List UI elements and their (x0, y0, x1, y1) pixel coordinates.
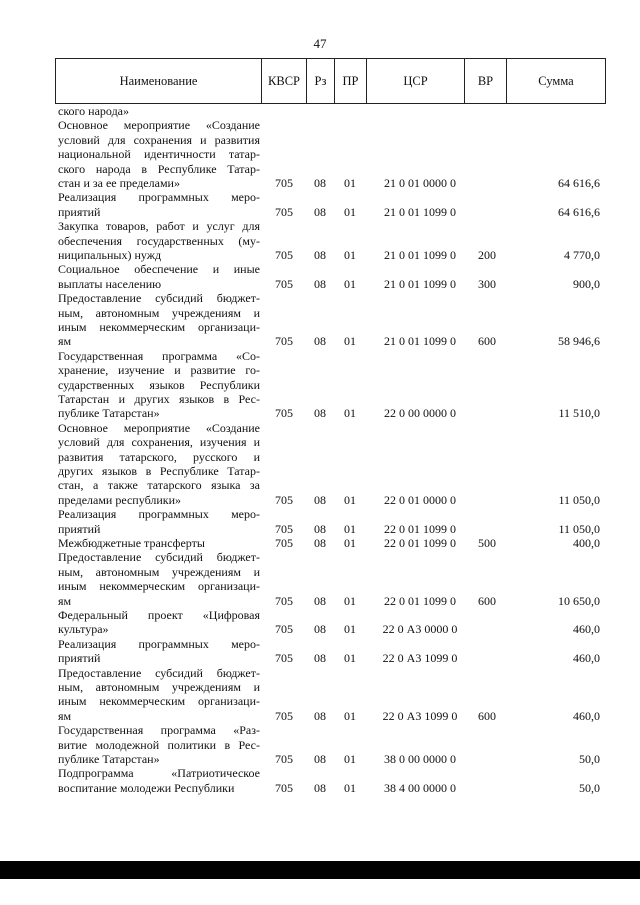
row-kvsr: 705 (275, 175, 293, 190)
row-name-line: публике Татарстан» (58, 752, 160, 766)
row-csr: 22 0 01 0000 0 (384, 492, 456, 507)
row-name-line: стан, а также татарского языка за (58, 478, 260, 493)
row-csr: 21 0 01 1099 0 (384, 204, 456, 219)
row-name-line: ям (58, 593, 72, 608)
row-csr: 38 4 00 0000 0 (384, 780, 456, 795)
row-name-line: ным, автономным учреждениям и (58, 680, 260, 694)
row-rz: 08 (314, 247, 326, 262)
row-name-line: национальной идентичности татар- (58, 147, 260, 162)
row-name (58, 421, 260, 507)
row-name-line: Государственная программа «Раз- (58, 723, 260, 738)
row-rz: 08 (314, 708, 326, 723)
row-name-line: ского народа в Республике Татар- (58, 161, 260, 176)
row-kvsr: 705 (275, 276, 293, 291)
row-name-line: обеспечения государственных (му- (58, 233, 260, 248)
row-name-line: выплаты населению (58, 276, 162, 291)
row-name-line: витие молодежной политики в Рес- (58, 737, 260, 752)
row-rz: 08 (314, 175, 326, 190)
row-name-line: стан и за ее пределами» (58, 176, 180, 191)
row-name-line: публике Татарстан» (58, 406, 160, 421)
table-row (0, 608, 640, 637)
row-name (58, 536, 260, 550)
table-row (0, 291, 640, 349)
row-pr: 01 (344, 708, 356, 723)
row-kvsr: 705 (275, 492, 293, 507)
row-kvsr: 705 (275, 334, 293, 349)
row-sum: 11 510,0 (558, 406, 600, 421)
row-kvsr: 705 (275, 751, 293, 766)
row-name-line: Государственная программа «Со- (58, 348, 260, 363)
row-name-line: условий для сохранения и развития (58, 132, 260, 147)
row-kvsr: 705 (275, 406, 293, 421)
row-pr: 01 (344, 521, 356, 536)
row-kvsr: 705 (275, 536, 293, 550)
row-name-line: приятий (58, 204, 101, 219)
row-name-line: Предоставление субсидий бюджет- (58, 550, 260, 565)
row-csr: 21 0 01 1099 0 (384, 276, 456, 291)
table-row (0, 637, 640, 666)
row-name-line: ным, автономным учреждениям и (58, 564, 260, 579)
row-name (58, 291, 260, 349)
row-sum: 900,0 (573, 276, 600, 291)
row-name (58, 262, 260, 291)
row-name-line: культура» (58, 622, 109, 637)
row-rz: 08 (314, 780, 326, 795)
row-sum: 11 050,0 (558, 492, 600, 507)
header-kvsr: КВСР (261, 59, 306, 103)
row-sum: 50,0 (579, 780, 600, 795)
table-row (0, 666, 640, 724)
table-body (0, 104, 640, 824)
header-pr: ПР (334, 59, 366, 103)
row-name-line: Реализация программных меро- (58, 190, 260, 205)
row-pr: 01 (344, 334, 356, 349)
row-name-line: развития татарского, русского и (58, 449, 260, 464)
row-csr: 22 0 01 1099 0 (384, 536, 456, 550)
row-name (58, 608, 260, 637)
row-csr: 22 0 А3 1099 0 (382, 651, 458, 666)
row-name-line: иным некоммерческим организаци- (58, 579, 260, 594)
row-name-line: иным некоммерческим организаци- (58, 320, 260, 334)
row-rz: 08 (314, 536, 326, 550)
row-vr: 200 (478, 247, 496, 262)
row-name-line: Федеральный проект «Цифровая (58, 608, 260, 622)
row-kvsr: 705 (275, 780, 293, 795)
row-name-line: ям (58, 708, 72, 723)
page-bottom-bar (0, 861, 640, 879)
row-name (58, 349, 260, 421)
row-name-line: пределами республики» (58, 492, 182, 507)
row-name-line: ниципальных) нужд (58, 248, 162, 262)
row-csr: 22 0 А3 1099 0 (382, 708, 458, 723)
row-name (58, 507, 260, 536)
row-pr: 01 (344, 492, 356, 507)
row-name-line: Реализация программных меро- (58, 636, 260, 651)
row-rz: 08 (314, 204, 326, 219)
row-name-line: ным, автономным учреждениям и (58, 305, 260, 320)
row-sum: 11 050,0 (558, 521, 600, 536)
row-name (58, 190, 260, 219)
page-number: 47 (313, 36, 327, 51)
row-name (58, 637, 260, 666)
row-kvsr: 705 (275, 593, 293, 608)
row-name-line: сударственных языков Республики (58, 377, 260, 392)
row-vr: 300 (478, 276, 496, 291)
row-name-line: Межбюджетные трансферты (58, 536, 205, 550)
row-pr: 01 (344, 175, 356, 190)
header-vr: ВР (464, 59, 506, 103)
row-name-line: Реализация программных меро- (58, 507, 260, 522)
row-pr: 01 (344, 651, 356, 666)
row-name-line: иным некоммерческим организаци- (58, 694, 260, 709)
row-rz: 08 (314, 622, 326, 637)
table-row (0, 421, 640, 507)
row-name (58, 118, 260, 190)
row-sum: 10 650,0 (558, 593, 600, 608)
row-name-line: Социальное обеспечение и иные (58, 262, 260, 277)
row-csr: 21 0 01 0000 0 (384, 175, 456, 190)
table-row (0, 349, 640, 421)
row-name (58, 723, 260, 766)
table-row (0, 550, 640, 608)
table-row (0, 723, 640, 766)
row-csr: 22 0 01 1099 0 (384, 521, 456, 536)
row-pr: 01 (344, 593, 356, 608)
table-row (0, 190, 640, 219)
row-csr: 38 0 00 0000 0 (384, 751, 456, 766)
row-name-line: хранение, изучение и развитие го- (58, 363, 260, 378)
row-name (58, 666, 260, 724)
row-name (58, 219, 260, 262)
row-pr: 01 (344, 536, 356, 550)
table-row (0, 118, 640, 190)
row-rz: 08 (314, 751, 326, 766)
row-rz: 08 (314, 521, 326, 536)
row-name (58, 104, 260, 118)
row-csr: 22 0 А3 0000 0 (382, 622, 458, 637)
row-name (58, 766, 260, 795)
row-vr: 500 (478, 536, 496, 550)
row-pr: 01 (344, 780, 356, 795)
row-rz: 08 (314, 593, 326, 608)
row-csr: 21 0 01 1099 0 (384, 247, 456, 262)
row-sum: 58 946,6 (558, 334, 600, 349)
row-pr: 01 (344, 247, 356, 262)
row-sum: 64 616,6 (558, 175, 600, 190)
row-csr: 22 0 01 1099 0 (384, 593, 456, 608)
row-csr: 21 0 01 1099 0 (384, 334, 456, 349)
table-row (0, 536, 640, 550)
row-name-line: ского народа» (58, 104, 130, 118)
row-sum: 50,0 (579, 751, 600, 766)
row-rz: 08 (314, 406, 326, 421)
row-name-line: Татарстан и других языков в Рес- (58, 392, 260, 407)
row-sum: 460,0 (573, 651, 600, 666)
row-pr: 01 (344, 622, 356, 637)
row-sum: 460,0 (573, 622, 600, 637)
row-name-line: Закупка товаров, работ и услуг для (58, 219, 260, 234)
row-sum: 4 770,0 (564, 247, 600, 262)
row-rz: 08 (314, 651, 326, 666)
row-sum: 460,0 (573, 708, 600, 723)
row-name-line: приятий (58, 521, 101, 536)
row-name-line: других языков в Республике Татар- (58, 464, 260, 479)
row-kvsr: 705 (275, 622, 293, 637)
row-kvsr: 705 (275, 521, 293, 536)
row-rz: 08 (314, 492, 326, 507)
table-row (0, 104, 640, 118)
header-csr: ЦСР (366, 59, 464, 103)
header-rz: Рз (306, 59, 334, 103)
row-name-line: Предоставление субсидий бюджет- (58, 665, 260, 680)
row-sum: 64 616,6 (558, 204, 600, 219)
row-name-line: условий для сохранения, изучения и (58, 435, 260, 450)
row-kvsr: 705 (275, 247, 293, 262)
row-kvsr: 705 (275, 708, 293, 723)
table-row (0, 262, 640, 291)
header-name: Наименование (119, 74, 198, 88)
table-row (0, 766, 640, 795)
table-row (0, 507, 640, 536)
row-kvsr: 705 (275, 651, 293, 666)
row-pr: 01 (344, 751, 356, 766)
row-name-line: воспитание молодежи Республики (58, 780, 235, 795)
row-name-line: приятий (58, 651, 101, 666)
row-csr: 22 0 00 0000 0 (384, 406, 456, 421)
row-rz: 08 (314, 334, 326, 349)
table-row (0, 219, 640, 262)
row-kvsr: 705 (275, 204, 293, 219)
header-sum: Сумма (506, 59, 605, 103)
row-vr: 600 (478, 334, 496, 349)
row-name (58, 550, 260, 608)
row-vr: 600 (478, 593, 496, 608)
row-sum: 400,0 (573, 536, 600, 550)
row-pr: 01 (344, 276, 356, 291)
row-name-line: Основное мероприятие «Создание (58, 420, 260, 435)
row-vr: 600 (478, 708, 496, 723)
row-name-line: ям (58, 334, 72, 349)
row-name-line: Предоставление субсидий бюджет- (58, 291, 260, 306)
row-rz: 08 (314, 276, 326, 291)
table-header (55, 58, 606, 104)
row-name-line: Подпрограмма «Патриотическое (58, 766, 260, 781)
row-pr: 01 (344, 406, 356, 421)
row-pr: 01 (344, 204, 356, 219)
row-name-line: Основное мероприятие «Создание (58, 118, 260, 133)
